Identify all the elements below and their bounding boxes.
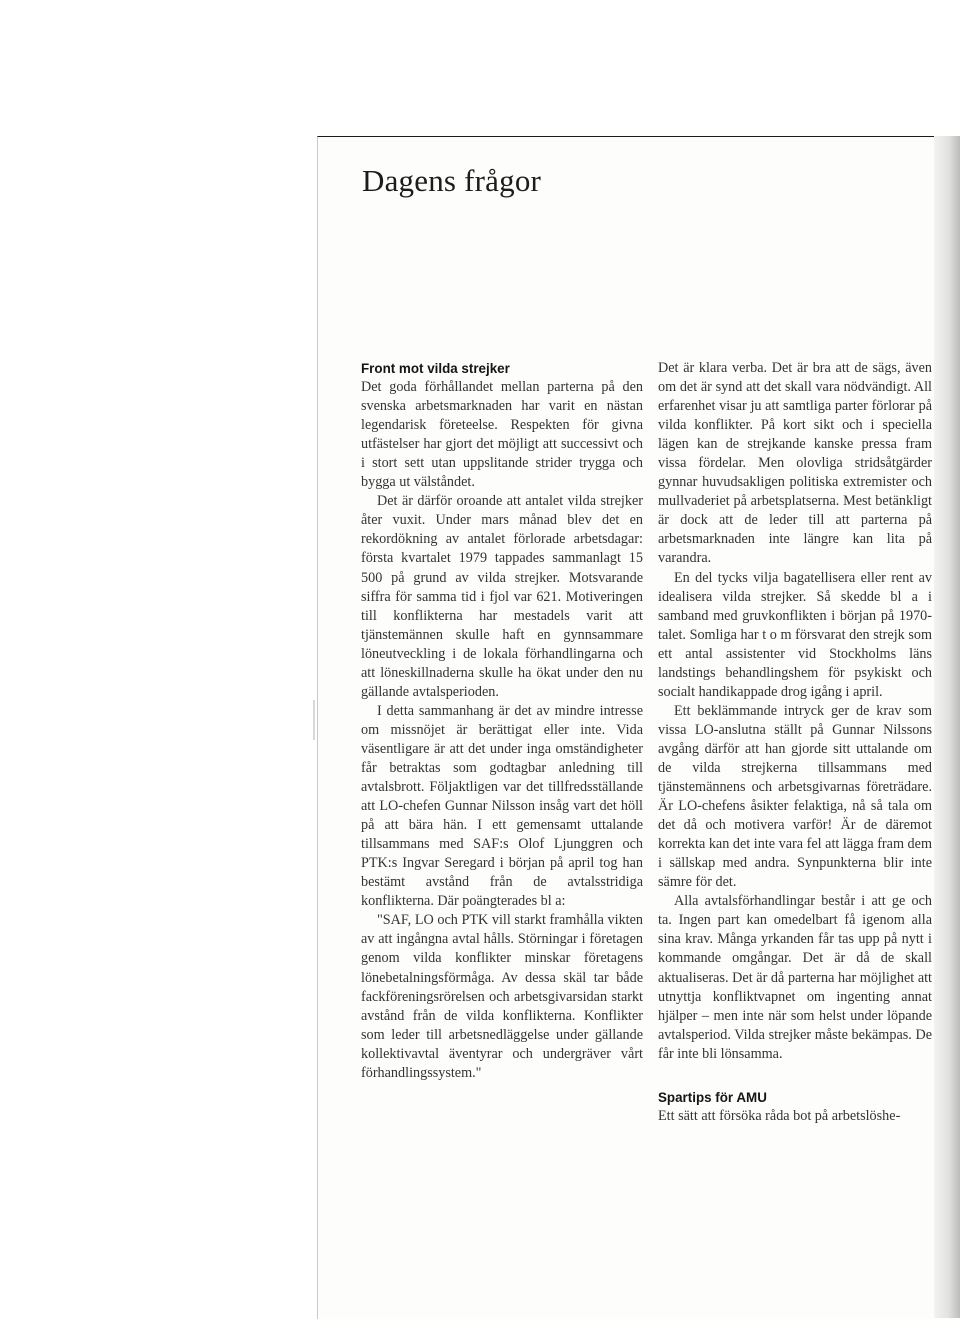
left-column	[361, 359, 643, 1083]
scan-mark	[313, 700, 315, 740]
next-article-heading: Spartips för AMU	[658, 1089, 767, 1105]
paragraph: Det är därför oroande att antalet vilda strejker åter vuxit. Under mars månad blev det en rekordökning av antalet förlorade arbetsdagar: första kvartalet 1979 tappades sammanlagt 15 500 på grund av vilda strejker. Motsvarande siffra för samma tid i fjol var 621. Motiveringen till konflikterna har mestadels varit att tjänstemännen skulle haft en gynnsammare löneutveckling i de lokala förhandlingarna och att löneskillnaderna skulle ha ökat under den nu gällande avtalsperioden.	[361, 493, 643, 700]
paragraph: En del tycks vilja bagatellisera eller rent av idealisera vilda strejker. Så skedde bl a i samband med gruvkonflikten i början på 1970-talet. Somliga har t o m försvarat den strejk som ett antal assistenter vid Stockholms läns landstings behandlingshem för psykiskt och socialt handikappade drog igång i april.	[658, 569, 932, 700]
article-heading: Front mot vilda strejker	[361, 361, 510, 376]
page-title: Dagens frågor	[362, 163, 542, 198]
paragraph: Det goda förhållandet mellan parterna på den svenska arbetsmarknaden har varit en nästan legendarisk företeelse. Respekten för givna utfästelser har gjort det möjligt att successivt och i stort sett utan uppslitande strider trygga och bygga ut välståndet.	[361, 379, 643, 491]
next-article-intro: Ett sätt att försöka råda bot på arbetslöshe-	[658, 1107, 901, 1124]
paragraph: Ett beklämmande intryck ger de krav som vissa LO-anslutna ställt på Gunnar Nilssons avgång därför att han gjorde sitt uttalande om de vilda strejkerna tillsammans med tjänstemännens och arbetsgivarnas företrädare. Är LO-chefens åsikter felaktiga, nå så tala om det då och motivera varför! Är de däremot korrekta kan det inte vara fel att lägga fram dem i sällskap med andra. Synpunkterna blir inte sämre för det.	[658, 702, 932, 891]
paragraph: I detta sammanhang är det av mindre intresse om missnöjet är berättigat eller inte. Vida väsentligare är att det under inga omständigheter får betraktas som godtagbar anledning till avtalsbrott. Följaktligen var det tillfredsställande att LO-chefen Gunnar Nilsson insåg vart det höll på att bära hän. I ett gemensamt uttalande tillsammans med SAF:s Olof Ljunggren och PTK:s Ingvar Seregard i början på april tog han bestämt avstånd från de avtalsstridiga konflikterna. Där poängterades bl a:	[361, 702, 643, 910]
quote-paragraph: "SAF, LO och PTK vill starkt framhålla vikten av att ingångna avtal hålls. Störningar i företagen genom vilda konflikter minskar företagens lönebetalningsförmåga. Av dessa skäl tar både fackföreningsrörelsen och arbetsgivarsidan starkt avstånd från de vilda konflikterna. Konflikter som leder till arbetsnedläggelse under gällande kollektivavtal äventyrar och undergräver vårt förhandlingssystem."	[361, 912, 643, 1081]
paragraph: Det är klara verba. Det är bra att de sägs, även om det är synd att det skall vara nödvändigt. All erfarenhet visar ju att samtliga parter förlorar på vilda konflikter. På kort sikt och i speciella lägen kan de strejkande kanske pressa fram vissa fördelar. Men olovliga stridsåtgärder gynnar huvudsakligen politiska extremister och mullvaderiet på arbetsplatserna. Mest betänkligt är dock att de leder till att parterna på arbetsmarknaden inte längre kan lita på varandra.	[658, 360, 932, 567]
page-edge-shadow	[934, 136, 960, 1318]
right-column	[658, 359, 932, 1126]
paragraph: Alla avtalsförhandlingar består i att ge och ta. Ingen part kan omedelbart få igenom alla sina krav. Många yrkanden får tas upp på nytt i kommande omgångar. Det är då de skall aktualiseras. Det är då parterna har möjlighet att utnyttja konfliktvapnet om ingenting annat hjälper – men inte när som helst under löpande avtalsperiod. Vilda strejker måste bekämpas. De får inte bli lönsamma.	[658, 893, 932, 1062]
